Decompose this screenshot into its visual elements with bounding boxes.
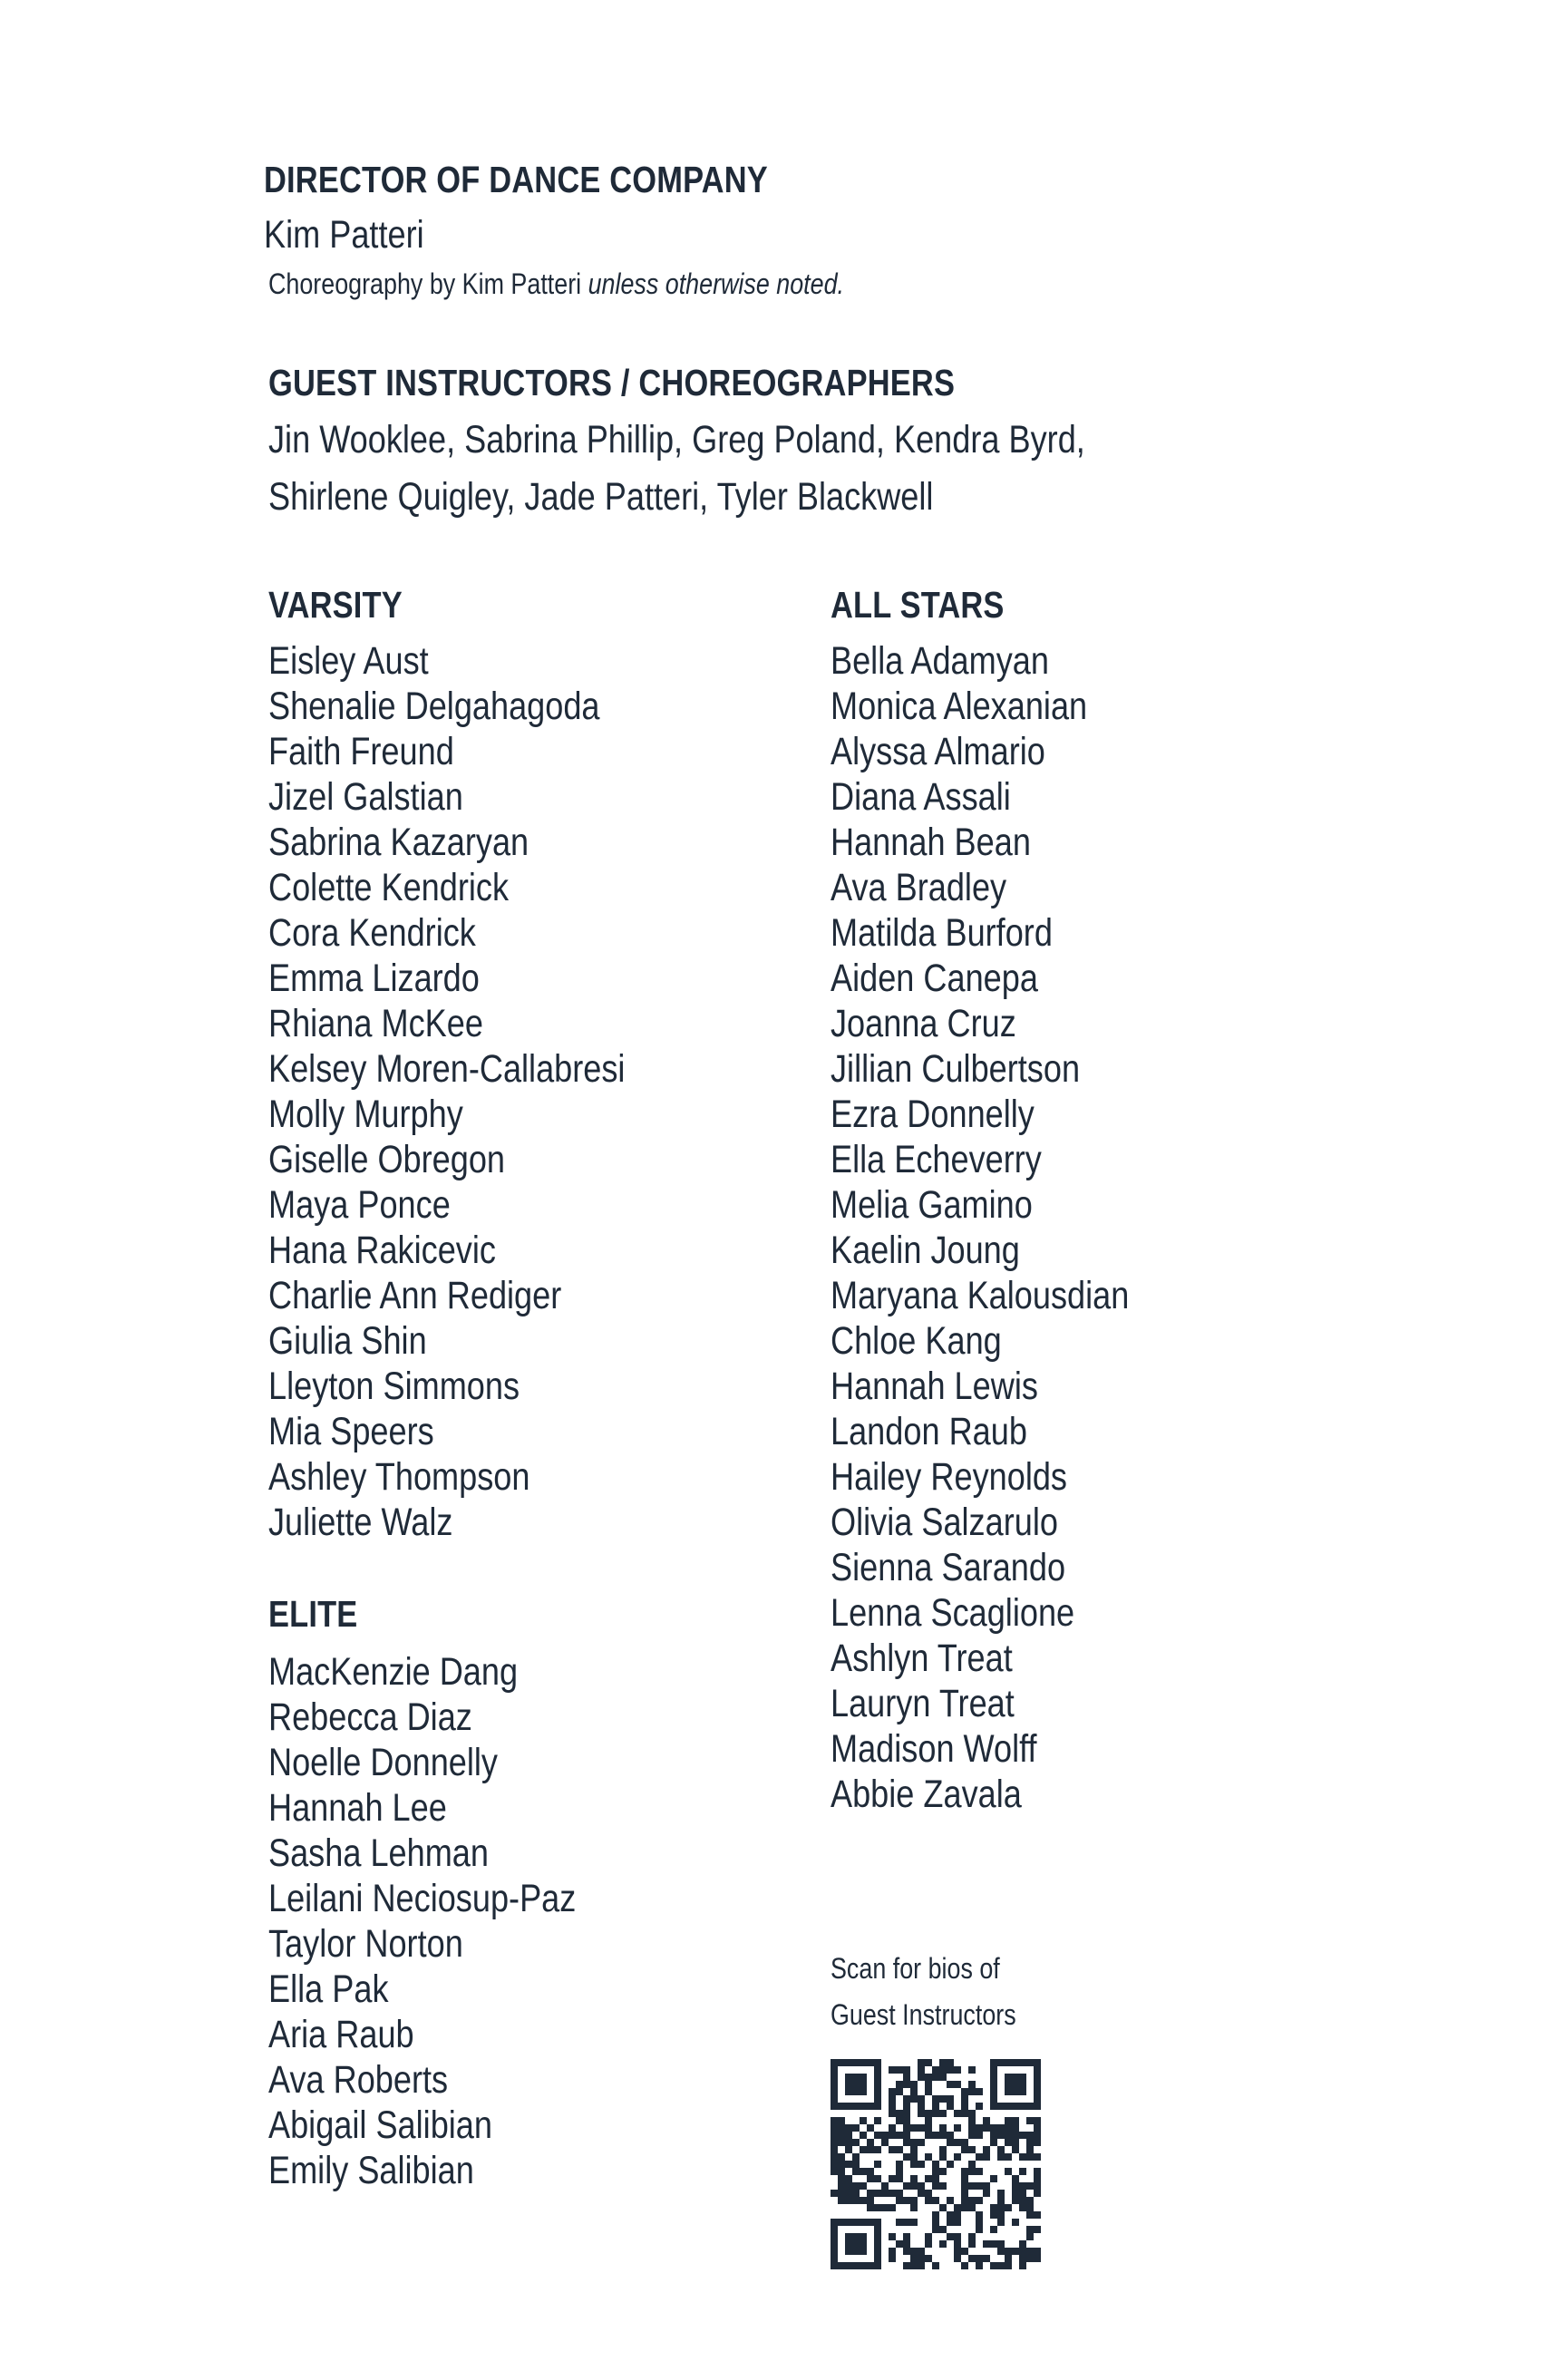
elite-member: Ava Roberts: [268, 2058, 449, 2102]
varsity-member: Giselle Obregon: [268, 1138, 506, 1181]
elite-member: Hannah Lee: [268, 1786, 447, 1830]
varsity-member: Giulia Shin: [268, 1319, 427, 1363]
all-stars-heading: ALL STARS: [831, 584, 1005, 626]
elite-member: Abigail Salibian: [268, 2103, 492, 2147]
varsity-member: Molly Murphy: [268, 1093, 463, 1136]
qr-caption-line-1: Scan for bios of: [831, 1952, 1000, 1985]
all-stars-member: Matilda Burford: [831, 911, 1053, 955]
varsity-member: Cora Kendrick: [268, 911, 476, 955]
all-stars-member: Kaelin Joung: [831, 1229, 1020, 1272]
elite-member: Ella Pak: [268, 1967, 389, 2011]
all-stars-member: Ezra Donnelly: [831, 1093, 1035, 1136]
all-stars-member: Joanna Cruz: [831, 1002, 1016, 1045]
varsity-heading: VARSITY: [268, 584, 403, 626]
all-stars-member: Landon Raub: [831, 1410, 1027, 1453]
director-name: Kim Patteri: [264, 213, 424, 257]
guests-line-1: Jin Wooklee, Sabrina Phillip, Greg Poland, Kendra Byrd,: [268, 418, 1085, 461]
all-stars-member: Bella Adamyan: [831, 639, 1049, 683]
elite-heading: ELITE: [268, 1593, 358, 1635]
elite-list: [268, 1649, 576, 2193]
all-stars-member: Maryana Kalousdian: [831, 1274, 1130, 1317]
guests-line-2: Shirlene Quigley, Jade Patteri, Tyler Blackwell: [268, 475, 934, 519]
all-stars-member: Chloe Kang: [831, 1319, 1002, 1363]
director-heading: DIRECTOR OF DANCE COMPANY: [264, 159, 768, 200]
varsity-member: Kelsey Moren-Callabresi: [268, 1047, 626, 1091]
qr-code-icon[interactable]: [831, 2059, 1041, 2269]
elite-member: Sasha Lehman: [268, 1831, 489, 1875]
all-stars-member: Hannah Bean: [831, 821, 1031, 864]
elite-member: Taylor Norton: [268, 1922, 463, 1966]
all-stars-member: Ella Echeverry: [831, 1138, 1042, 1181]
all-stars-member: Melia Gamino: [831, 1183, 1033, 1227]
varsity-member: Shenalie Delgahagoda: [268, 685, 600, 728]
varsity-member: Rhiana McKee: [268, 1002, 483, 1045]
all-stars-member: Aiden Canepa: [831, 957, 1038, 1000]
all-stars-member: Hannah Lewis: [831, 1365, 1038, 1408]
varsity-member: Mia Speers: [268, 1410, 434, 1453]
elite-member: Aria Raub: [268, 2013, 414, 2056]
varsity-member: Eisley Aust: [268, 639, 429, 683]
all-stars-member: Jillian Culbertson: [831, 1047, 1081, 1091]
all-stars-member: Madison Wolff: [831, 1727, 1037, 1771]
elite-member: MacKenzie Dang: [268, 1650, 519, 1694]
elite-member: Leilani Neciosup-Paz: [268, 1877, 577, 1920]
all-stars-member: Sienna Sarando: [831, 1546, 1066, 1589]
all-stars-member: Monica Alexanian: [831, 685, 1088, 728]
all-stars-member: Hailey Reynolds: [831, 1455, 1067, 1499]
all-stars-member: Lauryn Treat: [831, 1682, 1015, 1725]
varsity-member: Jizel Galstian: [268, 775, 463, 819]
varsity-member: Ashley Thompson: [268, 1455, 530, 1499]
varsity-member: Maya Ponce: [268, 1183, 451, 1227]
varsity-member: Emma Lizardo: [268, 957, 480, 1000]
all-stars-member: Ava Bradley: [831, 866, 1007, 909]
elite-member: Emily Salibian: [268, 2149, 474, 2192]
varsity-member: Charlie Ann Rediger: [268, 1274, 562, 1317]
all-stars-list: [831, 638, 1129, 1817]
all-stars-member: Lenna Scaglione: [831, 1591, 1075, 1635]
varsity-member: Colette Kendrick: [268, 866, 510, 909]
varsity-member: Lleyton Simmons: [268, 1365, 520, 1408]
varsity-member: Hana Rakicevic: [268, 1229, 496, 1272]
elite-member: Rebecca Diaz: [268, 1695, 472, 1739]
all-stars-member: Olivia Salzarulo: [831, 1501, 1058, 1544]
choreography-note-text: Choreography by Kim Patteri: [268, 267, 588, 300]
guests-heading: GUEST INSTRUCTORS / CHOREOGRAPHERS: [268, 362, 956, 403]
varsity-member: Sabrina Kazaryan: [268, 821, 529, 864]
qr-caption-line-2: Guest Instructors: [831, 1998, 1016, 2031]
all-stars-member: Diana Assali: [831, 775, 1011, 819]
choreography-note-italic: unless otherwise noted.: [588, 267, 845, 300]
all-stars-member: Ashlyn Treat: [831, 1637, 1013, 1680]
varsity-list: [268, 638, 625, 1545]
varsity-member: Faith Freund: [268, 730, 454, 773]
all-stars-member: Alyssa Almario: [831, 730, 1045, 773]
all-stars-member: Abbie Zavala: [831, 1773, 1022, 1816]
elite-member: Noelle Donnelly: [268, 1741, 498, 1784]
choreography-note: [268, 267, 844, 301]
varsity-member: Juliette Walz: [268, 1501, 453, 1544]
